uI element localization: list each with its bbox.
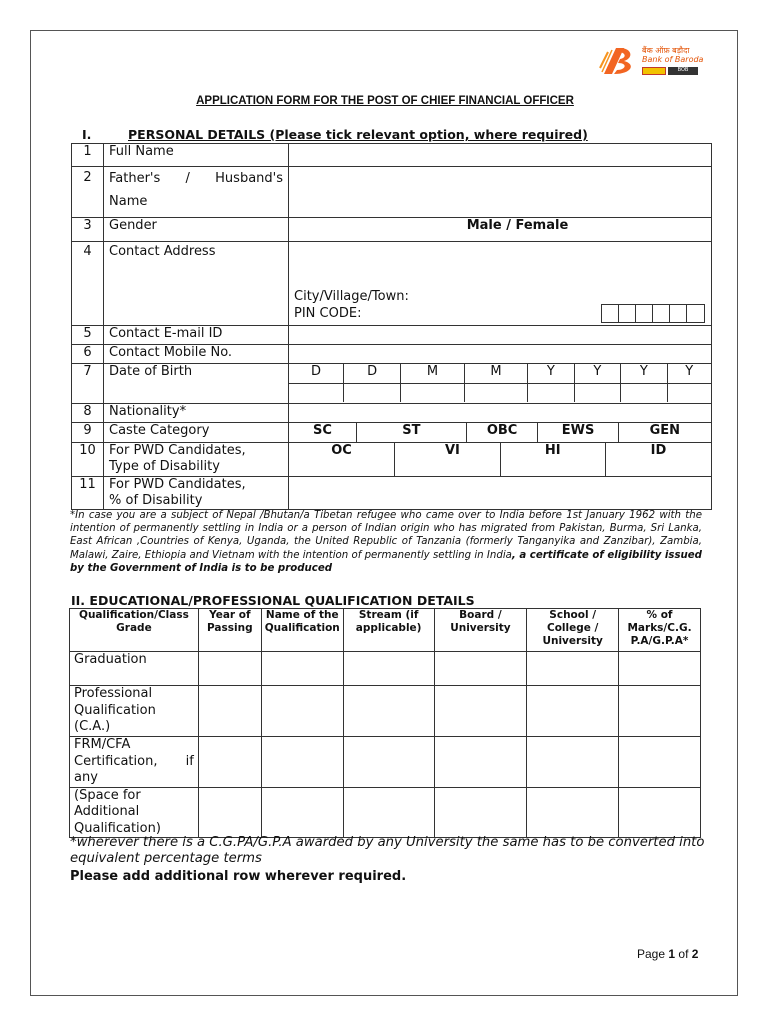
table-cell[interactable] bbox=[619, 737, 701, 788]
qualification-table bbox=[69, 608, 701, 838]
caste-option-ews[interactable]: EWS bbox=[538, 423, 618, 442]
dob-entry-box[interactable] bbox=[464, 383, 527, 402]
full-name-label: Full Name bbox=[104, 144, 289, 167]
pwd-percent-field[interactable] bbox=[289, 477, 712, 510]
dob-grid bbox=[289, 364, 711, 402]
row-pwd-type bbox=[72, 443, 712, 477]
section1-title: PERSONAL DETAILS (Please tick relevant option, where required) bbox=[128, 127, 588, 142]
caste-option-gen[interactable]: GEN bbox=[649, 423, 681, 438]
cgpa-note: *wherever there is a C.G.PA/G.P.A awarded by any University the same has to be converted into equivalent percentage terms bbox=[70, 835, 705, 866]
eligibility-note bbox=[70, 509, 702, 575]
row-number: 7 bbox=[72, 364, 104, 404]
row-date-of-birth bbox=[72, 364, 712, 404]
logo-badges bbox=[642, 67, 698, 75]
header-board: Board / University bbox=[434, 609, 527, 652]
caste-category-label: Caste Category bbox=[104, 423, 289, 443]
table-cell[interactable] bbox=[261, 686, 343, 737]
table-row bbox=[70, 787, 701, 838]
row-mobile bbox=[72, 345, 712, 364]
father-husband-label-line2: Name bbox=[109, 194, 148, 209]
header-marks: % of Marks/C.G. P.A/G.P.A* bbox=[619, 609, 701, 652]
table-cell[interactable] bbox=[198, 652, 261, 686]
table-cell[interactable] bbox=[434, 737, 527, 788]
row-number: 1 bbox=[72, 144, 104, 167]
row-contact-address bbox=[72, 242, 712, 326]
header-year: Year of Passing bbox=[198, 609, 261, 652]
header-name-of-qualification: Name of the Qualification bbox=[261, 609, 343, 652]
baroda-sun-logo-icon bbox=[598, 44, 638, 78]
dob-field[interactable] bbox=[289, 364, 712, 404]
gender-label: Gender bbox=[104, 218, 289, 242]
pwd-options-grid bbox=[289, 443, 711, 476]
caste-option-st[interactable]: ST bbox=[357, 423, 467, 442]
mobile-label: Contact Mobile No. bbox=[104, 345, 289, 364]
table-cell[interactable] bbox=[434, 787, 527, 838]
pwd-type-label bbox=[104, 443, 289, 477]
pwd-percent-label-line1: For PWD Candidates, bbox=[109, 477, 246, 492]
section1-heading bbox=[82, 127, 588, 142]
dob-entry-box[interactable] bbox=[344, 383, 401, 402]
page-current: 1 bbox=[668, 947, 676, 961]
row-label-additional: (Space for Additional Qualification) bbox=[70, 787, 199, 838]
dob-entry-box[interactable] bbox=[621, 383, 667, 402]
pin-box[interactable] bbox=[619, 305, 636, 322]
header-qualification: Qualification/Class Grade bbox=[70, 609, 199, 652]
row-number: 4 bbox=[72, 242, 104, 326]
contact-address-field[interactable] bbox=[289, 242, 712, 326]
pwd-option-vi[interactable]: VI bbox=[395, 443, 501, 476]
table-row bbox=[70, 652, 701, 686]
pwd-option-id[interactable]: ID bbox=[650, 443, 667, 458]
email-field[interactable] bbox=[289, 326, 712, 345]
father-husband-label-line1: Father's / Husband's bbox=[109, 171, 283, 186]
row-number: 9 bbox=[72, 423, 104, 443]
table-cell[interactable] bbox=[527, 652, 619, 686]
row-label-professional: Professional Qualification (C.A.) bbox=[70, 686, 199, 737]
row-number: 6 bbox=[72, 345, 104, 364]
table-cell[interactable] bbox=[343, 737, 434, 788]
email-label: Contact E-mail ID bbox=[104, 326, 289, 345]
row-nationality bbox=[72, 404, 712, 423]
additional-row-note: Please add additional row wherever required. bbox=[70, 869, 407, 884]
table-cell[interactable] bbox=[434, 652, 527, 686]
table-cell[interactable] bbox=[527, 737, 619, 788]
page-total: 2 bbox=[691, 947, 699, 961]
dob-month-2: M bbox=[464, 364, 527, 383]
dob-entry-row bbox=[289, 383, 711, 402]
full-name-field[interactable] bbox=[289, 144, 712, 167]
dob-day-1: D bbox=[289, 364, 344, 383]
father-husband-label bbox=[104, 167, 289, 218]
qualification-header-row bbox=[70, 609, 701, 652]
nationality-label: Nationality* bbox=[104, 404, 289, 423]
pwd-type-label-line2: Type of Disability bbox=[109, 459, 220, 474]
page-number bbox=[637, 947, 698, 961]
caste-option-sc[interactable]: SC bbox=[289, 423, 357, 442]
dob-entry-box[interactable] bbox=[289, 383, 344, 402]
table-row bbox=[70, 737, 701, 788]
dob-month-1: M bbox=[401, 364, 464, 383]
table-cell[interactable] bbox=[619, 686, 701, 737]
dob-entry-box[interactable] bbox=[574, 383, 620, 402]
page-of: of bbox=[678, 947, 689, 961]
header-stream: Stream (if applicable) bbox=[343, 609, 434, 652]
pwd-type-options bbox=[289, 443, 712, 477]
mobile-field[interactable] bbox=[289, 345, 712, 364]
table-cell[interactable] bbox=[198, 787, 261, 838]
table-cell[interactable] bbox=[198, 686, 261, 737]
row-email bbox=[72, 326, 712, 345]
table-cell[interactable] bbox=[343, 787, 434, 838]
pwd-option-hi[interactable]: HI bbox=[500, 443, 606, 476]
row-pwd-percentage bbox=[72, 477, 712, 510]
logo-badge-yellow bbox=[642, 67, 666, 75]
pin-box[interactable] bbox=[653, 305, 670, 322]
logo-hindi-text: बैंक ऑफ़ बड़ौदा bbox=[642, 46, 690, 55]
row-label-frm-cfa: FRM/CFA Certification, if any bbox=[70, 737, 199, 788]
table-cell[interactable] bbox=[261, 652, 343, 686]
dob-year-1: Y bbox=[528, 364, 574, 383]
eligibility-note-text: *In case you are a subject of Nepal /Bhutan/a Tibetan refugee who came over to India before 1st January 1962 with the intention of permanently settling in India or a person of Indian origin who has migrated from Pakistan, Burma, Sri Lanka, East African ,Countries of Kenya, Uganda, the United Republic of Tanzania (formerly Tanganyika and Zanzibar), Zambia, Malawi, Zaire, Ethiopia and Vietnam with the intention of permanently settling in India bbox=[70, 510, 702, 561]
row-gender bbox=[72, 218, 712, 242]
table-cell[interactable] bbox=[527, 686, 619, 737]
dob-year-2: Y bbox=[574, 364, 620, 383]
row-number: 3 bbox=[72, 218, 104, 242]
row-caste-category bbox=[72, 423, 712, 443]
section2-heading: II. EDUCATIONAL/PROFESSIONAL QUALIFICATION DETAILS bbox=[71, 593, 475, 608]
table-cell[interactable] bbox=[261, 787, 343, 838]
caste-option-obc[interactable]: OBC bbox=[466, 423, 538, 442]
header-school: School / College / University bbox=[527, 609, 619, 652]
table-cell[interactable] bbox=[619, 787, 701, 838]
dob-year-3: Y bbox=[621, 364, 667, 383]
pin-box[interactable] bbox=[670, 305, 687, 322]
dob-year-4: Y bbox=[685, 364, 694, 379]
row-full-name bbox=[72, 144, 712, 167]
father-husband-name-field[interactable] bbox=[289, 167, 712, 218]
table-cell[interactable] bbox=[434, 686, 527, 737]
table-cell[interactable] bbox=[261, 737, 343, 788]
table-cell[interactable] bbox=[343, 686, 434, 737]
dob-entry-box[interactable] bbox=[401, 383, 464, 402]
logo-badge-dark: BOB bbox=[668, 67, 698, 75]
pwd-percent-label bbox=[104, 477, 289, 510]
table-cell[interactable] bbox=[343, 652, 434, 686]
page-prefix: Page bbox=[637, 947, 666, 961]
nationality-field[interactable] bbox=[289, 404, 712, 423]
pwd-option-oc[interactable]: OC bbox=[289, 443, 395, 476]
contact-address-label: Contact Address bbox=[104, 242, 289, 326]
table-cell[interactable] bbox=[198, 737, 261, 788]
table-row bbox=[70, 686, 701, 737]
dob-day-2: D bbox=[344, 364, 401, 383]
row-number: 2 bbox=[72, 167, 104, 218]
city-label: City/Village/Town: bbox=[294, 289, 409, 304]
logo-english-text: Bank of Baroda bbox=[642, 55, 704, 64]
section1-number: I. bbox=[82, 127, 92, 142]
bank-of-baroda-logo bbox=[598, 44, 702, 80]
eligibility-note-bold: , a certificate of eligibility issued by the Government of India is to be produced bbox=[70, 549, 702, 574]
row-number: 8 bbox=[72, 404, 104, 423]
row-label-graduation: Graduation bbox=[70, 652, 199, 686]
caste-options-grid bbox=[289, 423, 711, 442]
personal-details-table bbox=[71, 143, 712, 510]
pin-code-label: PIN CODE: bbox=[294, 306, 362, 321]
form-title: APPLICATION FORM FOR THE POST OF CHIEF FINANCIAL OFFICER bbox=[196, 95, 574, 107]
pwd-type-label-line1: For PWD Candidates, bbox=[109, 443, 246, 458]
pin-box[interactable] bbox=[687, 305, 704, 322]
dob-label: Date of Birth bbox=[104, 364, 289, 404]
row-number: 10 bbox=[72, 443, 104, 477]
pin-code-boxes[interactable] bbox=[601, 304, 705, 323]
table-cell[interactable] bbox=[527, 787, 619, 838]
dob-entry-box[interactable] bbox=[528, 383, 574, 402]
dob-entry-box[interactable] bbox=[667, 383, 711, 402]
pin-box[interactable] bbox=[602, 305, 619, 322]
table-cell[interactable] bbox=[619, 652, 701, 686]
row-number: 5 bbox=[72, 326, 104, 345]
pin-box[interactable] bbox=[636, 305, 653, 322]
row-father-husband-name bbox=[72, 167, 712, 218]
caste-category-options bbox=[289, 423, 712, 443]
dob-header-row bbox=[289, 364, 711, 383]
row-number: 11 bbox=[72, 477, 104, 510]
gender-options[interactable]: Male / Female bbox=[289, 218, 712, 242]
pwd-percent-label-line2: % of Disability bbox=[109, 493, 203, 508]
